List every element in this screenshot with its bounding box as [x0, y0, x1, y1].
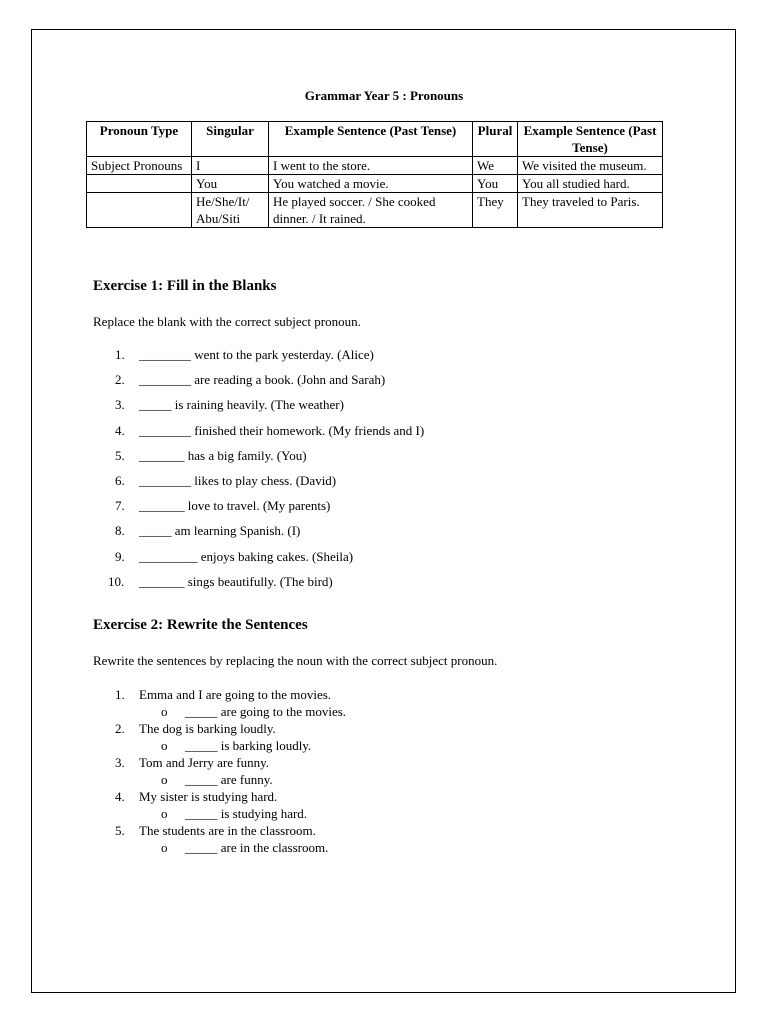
item-number: 8.: [115, 523, 125, 539]
header-example-plural: Example Sentence (Past Tense): [518, 122, 663, 157]
item-number: 10.: [108, 573, 125, 589]
table-cell: I went to the store.: [269, 157, 473, 175]
list-item: [93, 346, 424, 371]
table-cell: [87, 193, 192, 228]
item-text: The dog is barking loudly.: [139, 721, 276, 736]
bullet-icon: o: [161, 738, 168, 753]
item-number: 2.: [115, 372, 125, 388]
exercise2-heading: Exercise 2: Rewrite the Sentences: [93, 617, 308, 633]
exercise2-instruction: Rewrite the sentences by replacing the noun with the correct subject pronoun.: [93, 653, 498, 668]
item-text: _____ am learning Spanish. (I): [139, 523, 301, 539]
list-item: [93, 573, 424, 598]
header-plural: Plural: [473, 122, 518, 157]
table-cell: They: [473, 193, 518, 228]
item-number: 5.: [115, 447, 125, 463]
table-row: [87, 157, 663, 175]
table-cell: You: [473, 175, 518, 193]
list-item: [93, 754, 346, 788]
list-item: [93, 497, 424, 522]
table-cell: You all studied hard.: [518, 175, 663, 193]
header-singular: Singular: [192, 122, 269, 157]
item-number: 3.: [115, 397, 125, 413]
item-number: 4.: [115, 789, 125, 804]
table-cell: We visited the museum.: [518, 157, 663, 175]
bullet-icon: o: [161, 704, 168, 719]
item-text: ________ likes to play chess. (David): [139, 472, 337, 488]
item-text: The students are in the classroom.: [139, 823, 316, 838]
table-cell: Subject Pronouns: [87, 157, 192, 175]
list-item: [93, 788, 346, 822]
bullet-icon: o: [161, 840, 168, 855]
item-text: _______ love to travel. (My parents): [139, 498, 331, 514]
item-text: _______ sings beautifully. (The bird): [139, 573, 333, 589]
item-text: _____ is raining heavily. (The weather): [139, 397, 344, 413]
item-number: 3.: [115, 755, 125, 770]
item-number: 1.: [115, 687, 125, 702]
exercise1-heading: Exercise 1: Fill in the Blanks: [93, 278, 277, 294]
list-item: [93, 396, 424, 421]
item-text: ________ went to the park yesterday. (Alice): [139, 347, 374, 362]
table-row: [87, 175, 663, 193]
table-cell: They traveled to Paris.: [518, 193, 663, 228]
item-number: 6.: [115, 472, 125, 488]
item-number: 9.: [115, 548, 125, 564]
item-text: _________ enjoys baking cakes. (Sheila): [139, 548, 354, 564]
table-cell: We: [473, 157, 518, 175]
bullet-icon: o: [161, 806, 168, 821]
item-text: ________ finished their homework. (My friends and I): [139, 422, 425, 438]
page-title: Grammar Year 5 : Pronouns: [304, 88, 464, 103]
item-text: My sister is studying hard.: [139, 789, 278, 804]
answer-text: _____ are in the classroom.: [185, 840, 329, 855]
item-text: Emma and I are going to the movies.: [139, 687, 332, 702]
answer-text: _____ are funny.: [185, 772, 273, 787]
pronoun-table: [86, 121, 663, 228]
item-text: Tom and Jerry are funny.: [139, 755, 270, 770]
table-header-row: [87, 122, 663, 157]
item-text: _______ has a big family. (You): [139, 447, 307, 463]
bullet-icon: o: [161, 772, 168, 787]
item-text: ________ are reading a book. (John and Sarah): [139, 372, 386, 388]
header-pronoun-type: Pronoun Type: [87, 122, 192, 157]
exercise2-list: [93, 686, 346, 856]
table-cell: You watched a movie.: [269, 175, 473, 193]
table-cell: [87, 175, 192, 193]
answer-text: _____ is studying hard.: [185, 806, 308, 821]
table-cell: He/She/It/ Abu/Siti: [192, 193, 269, 228]
list-item: [93, 686, 346, 720]
table-cell: I: [192, 157, 269, 175]
list-item: [93, 447, 424, 472]
list-item: [93, 422, 424, 447]
item-number: 2.: [115, 721, 125, 736]
header-example-singular: Example Sentence (Past Tense): [269, 122, 473, 157]
table-cell: He played soccer. / She cooked dinner. / It rained.: [269, 193, 473, 228]
item-number: 4.: [115, 422, 125, 438]
item-number: 5.: [115, 823, 125, 838]
exercise1-list: [93, 346, 424, 598]
list-item: [93, 720, 346, 754]
table-cell: You: [192, 175, 269, 193]
list-item: [93, 822, 346, 856]
item-number: 1.: [115, 347, 125, 362]
list-item: [93, 522, 424, 547]
list-item: [93, 371, 424, 396]
item-number: 7.: [115, 498, 125, 514]
table-row: [87, 193, 663, 228]
list-item: [93, 472, 424, 497]
answer-text: _____ is barking loudly.: [185, 738, 312, 753]
list-item: [93, 548, 424, 573]
exercise1-instruction: Replace the blank with the correct subject pronoun.: [93, 314, 361, 329]
answer-text: _____ are going to the movies.: [185, 704, 347, 719]
